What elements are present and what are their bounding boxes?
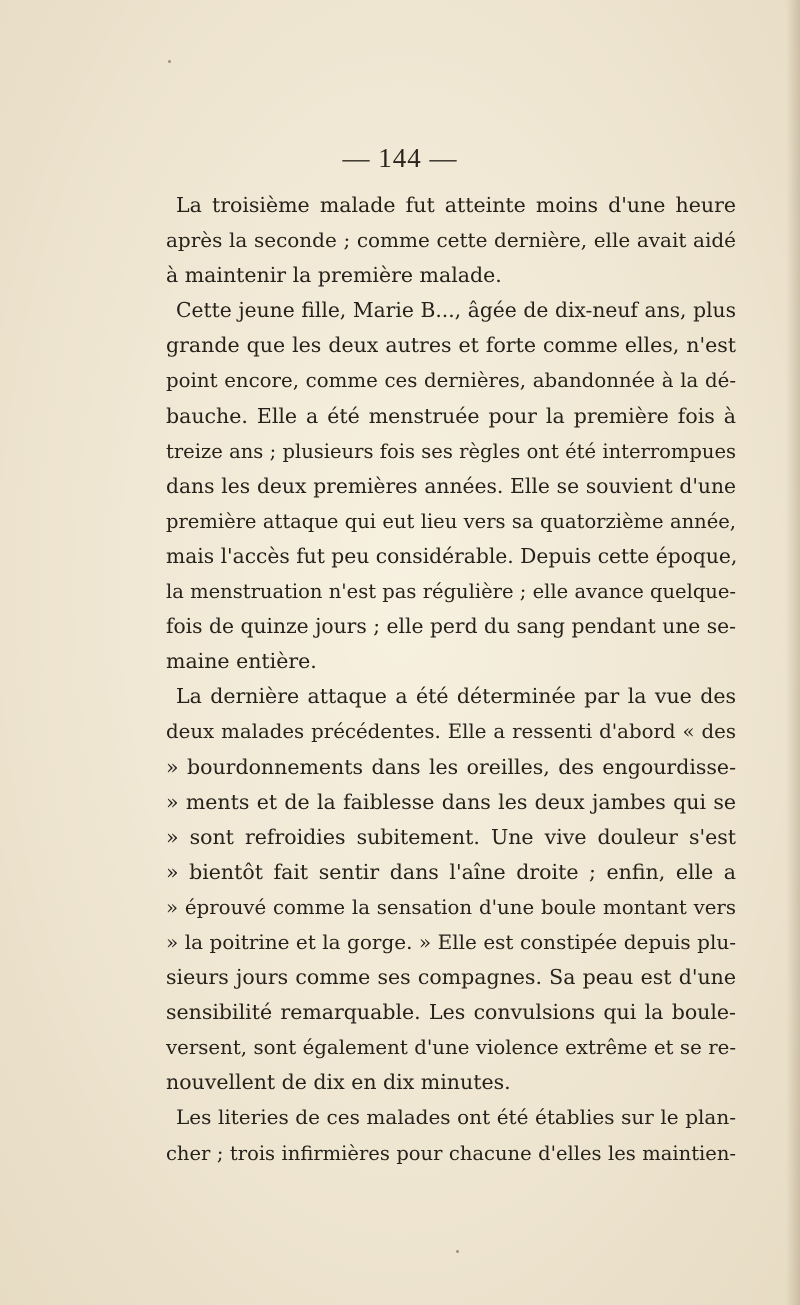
paper-speck (456, 1250, 459, 1253)
text-line: mais l'accès fut peu considérable. Depuis cette époque, (166, 543, 738, 568)
paper-speck (168, 60, 171, 63)
text-line: » la poitrine et la gorge. » Elle est constipée depuis plu- (166, 929, 736, 954)
text-line: La troisième malade fut atteinte moins d'une heure (176, 193, 736, 217)
text-line: La dernière attaque a été déterminée par la vue des (176, 684, 736, 709)
body-text (166, 188, 736, 1171)
text-line: dans les deux premières années. Elle se souvient d'une (166, 473, 736, 498)
text-line: après la seconde ; comme cette dernière, elle avait aidé (166, 228, 736, 253)
text-line: » ments et de la faiblesse dans les deux jambes qui se (166, 789, 736, 814)
text-line: point encore, comme ces dernières, abandonnée à la dé- (166, 369, 736, 393)
text-line: versent, sont également d'une violence extrême et se re- (166, 1036, 736, 1060)
text-line: treize ans ; plusieurs fois ses règles ont été interrompues (166, 439, 736, 463)
text-line: maine entière. (166, 649, 317, 674)
text-line: sensibilité remarquable. Les convulsions qui la boule- (166, 1000, 736, 1025)
text-line: première attaque qui eut lieu vers sa quatorzième année, (166, 509, 736, 533)
text-line: à maintenir la première malade. (166, 263, 502, 288)
text-line: » éprouvé comme la sensation d'une boule montant vers (166, 895, 736, 919)
text-line: » bourdonnements dans les oreilles, des engourdisse- (166, 754, 736, 779)
text-line: nouvellent de dix en dix minutes. (166, 1070, 511, 1095)
text-line: cher ; trois infirmières pour chacune d'elles les maintien- (166, 1141, 736, 1165)
text-line: » bientôt fait sentir dans l'aîne droite ; enfin, elle a (166, 859, 736, 884)
page-edge-shadow (786, 0, 800, 1305)
text-line: grande que les deux autres et forte comme elles, n'est (166, 333, 736, 358)
text-line: bauche. Elle a été menstruée pour la première fois à (166, 403, 736, 428)
text-line: la menstruation n'est pas régulière ; elle avance quelque- (166, 580, 736, 604)
page-number: — 144 — (342, 143, 458, 173)
text-line: deux malades précédentes. Elle a ressenti d'abord « des (166, 720, 736, 744)
text-line: fois de quinze jours ; elle perd du sang pendant une se- (166, 614, 736, 639)
text-line: sieurs jours comme ses compagnes. Sa peau est d'une (166, 965, 736, 990)
text-line: Les literies de ces malades ont été établies sur le plan- (176, 1105, 736, 1130)
text-line: Cette jeune fille, Marie B..., âgée de dix-neuf ans, plus (176, 298, 736, 323)
text-line: » sont refroidies subitement. Une vive douleur s'est (166, 824, 736, 849)
